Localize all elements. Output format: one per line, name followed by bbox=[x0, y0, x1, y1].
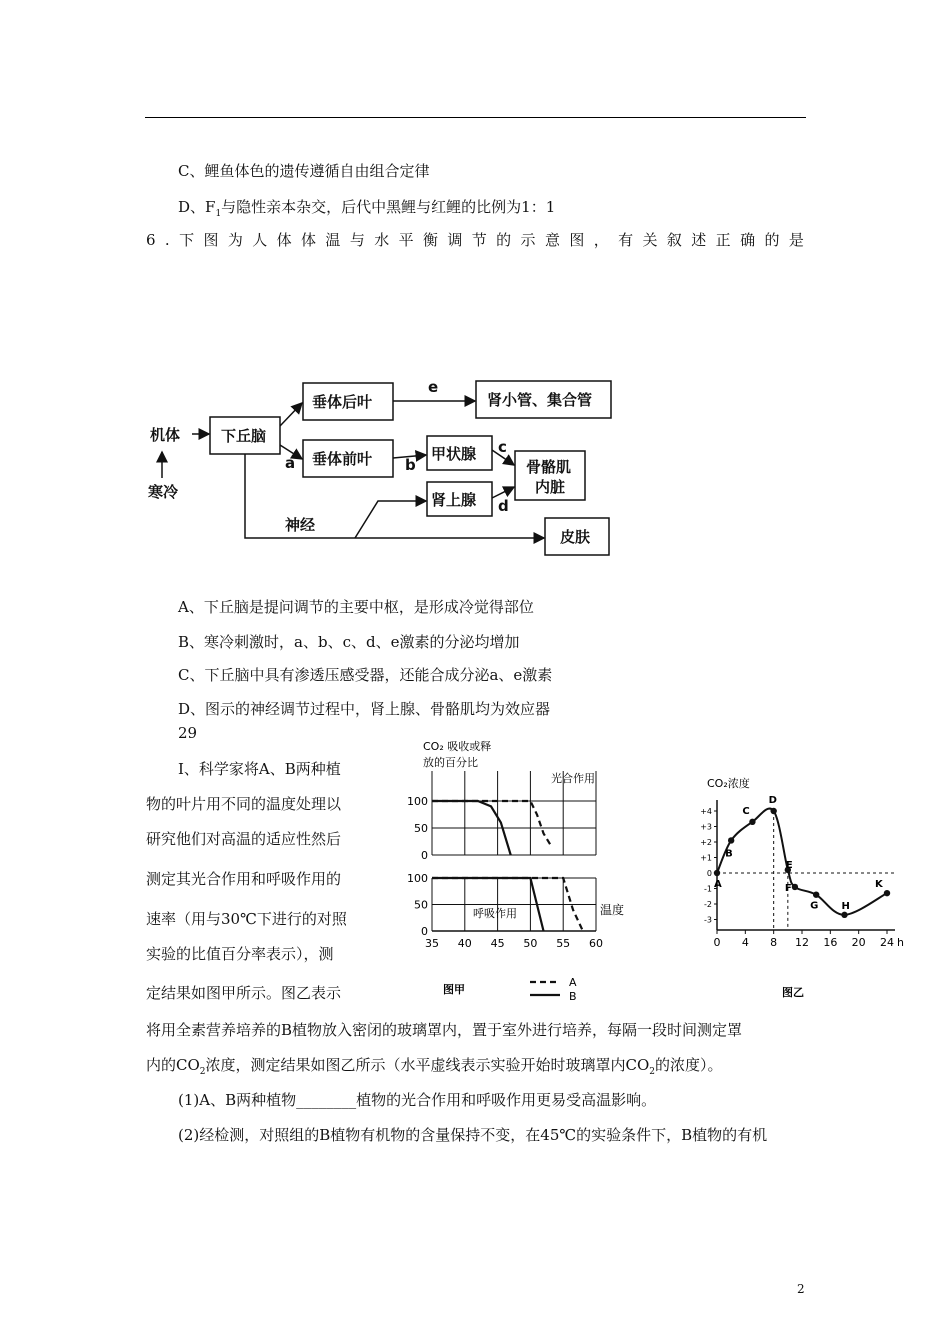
muscle-label: 骨骼肌 bbox=[526, 458, 572, 476]
x-tick-label: 0 bbox=[713, 936, 721, 949]
point-label-H: H bbox=[841, 900, 850, 912]
option-6c: C、下丘脑中具有渗透压感受器，还能合成分泌a、e激素 bbox=[178, 666, 553, 684]
x-tick-label: 55 bbox=[556, 937, 571, 950]
chart-yi-ylabel: CO₂浓度 bbox=[707, 777, 750, 790]
question-6-char: 确 bbox=[740, 231, 756, 249]
label-c: c bbox=[498, 438, 507, 456]
body-label: 机体 bbox=[150, 426, 181, 444]
label-d: d bbox=[498, 497, 509, 515]
nerve-label: 神经 bbox=[285, 516, 316, 534]
data-point-F bbox=[792, 884, 798, 890]
question-6-char: 调 bbox=[447, 231, 463, 249]
x-tick-label: 60 bbox=[589, 937, 603, 950]
option-6d: D、图示的神经调节过程中，肾上腺、骨骼肌均为效应器 bbox=[178, 700, 551, 718]
chart-jia-ylabel-1: CO₂ 吸收或释 bbox=[423, 740, 492, 753]
cold-label: 寒冷 bbox=[148, 483, 179, 501]
label-b: b bbox=[405, 456, 416, 474]
question-6-char: 6 bbox=[146, 231, 156, 249]
sub-question-2: (2)经检测，对照组的B植物有机物的含量保持不变，在45℃的实验条件下，B植物的有机 bbox=[178, 1126, 768, 1144]
data-point-G bbox=[813, 892, 819, 898]
posterior-pituitary-label: 垂体后叶 bbox=[312, 393, 373, 411]
question-6-char: 示 bbox=[520, 231, 536, 249]
label-e: e bbox=[428, 378, 439, 396]
para-line-4: 测定其光合作用和呼吸作用的 bbox=[146, 870, 342, 888]
x-tick-label: 4 bbox=[741, 936, 749, 949]
question-6-char: 与 bbox=[349, 231, 365, 249]
question-6-char: 节 bbox=[471, 231, 487, 249]
co2-curve bbox=[717, 809, 887, 915]
sub-question-1: (1)A、B两种植物________植物的光合作用和呼吸作用更易受高温影响。 bbox=[178, 1091, 657, 1109]
point-label-A: A bbox=[714, 879, 722, 890]
x-tick-label: 20 bbox=[851, 936, 866, 949]
para-line-9: 内的$CO_2$浓度，测定结果如图乙所示（水平虚线表示实验开始时玻璃罩内$CO_2$的浓度）。 bbox=[146, 1056, 723, 1077]
question-6-char: 人 bbox=[252, 231, 268, 249]
option-6a: A、下丘脑是提问调节的主要中枢，是形成冷觉得部位 bbox=[178, 598, 534, 616]
question-6-char: 述 bbox=[691, 231, 707, 249]
thyroid-label: 甲状腺 bbox=[431, 445, 477, 463]
header-rule bbox=[145, 117, 806, 118]
y-tick-label: 100 bbox=[407, 795, 428, 808]
x-tick-label: 35 bbox=[425, 937, 439, 950]
data-point-K bbox=[884, 890, 890, 896]
question-29-number: 29 bbox=[178, 724, 198, 742]
question-6-char: 图 bbox=[569, 231, 585, 249]
y-tick-label: 0 bbox=[421, 849, 428, 862]
x-tick-label: 8 bbox=[770, 936, 778, 949]
chart-jia-title: 图甲 bbox=[443, 983, 465, 996]
chart-jia-top-panel-label: 光合作用 bbox=[551, 772, 595, 785]
x-tick-label: 12 bbox=[795, 936, 809, 949]
point-label-B: B bbox=[725, 848, 733, 860]
para-line-7: 定结果如图甲所示。图乙表示 bbox=[146, 984, 342, 1002]
y-tick-label: -2 bbox=[704, 900, 712, 909]
question-6-char: 的 bbox=[496, 231, 512, 249]
x-tick-label: 24 bbox=[880, 936, 894, 949]
data-point-C bbox=[749, 819, 755, 825]
question-6-char: 的 bbox=[764, 231, 780, 249]
chart-jia bbox=[395, 735, 625, 1010]
option-6b: B、寒冷刺激时，a、b、c、d、e激素的分泌均增加 bbox=[178, 633, 520, 651]
question-6-char: 正 bbox=[715, 231, 731, 249]
question-6-char: 下 bbox=[179, 231, 195, 249]
question-6-char: 叙 bbox=[666, 231, 682, 249]
chart-jia-bottom-panel-label: 呼吸作用 bbox=[473, 907, 517, 920]
hypothalamus-label: 下丘脑 bbox=[221, 427, 267, 445]
question-6-char: 关 bbox=[642, 231, 658, 249]
question-6-char: ， bbox=[593, 231, 609, 249]
question-6-char: 有 bbox=[618, 231, 634, 249]
point-label-D: D bbox=[768, 795, 777, 806]
data-point-H bbox=[841, 912, 847, 918]
y-tick-label: 100 bbox=[407, 872, 428, 885]
question-6-char: 平 bbox=[398, 231, 414, 249]
para-line-2: 物的叶片用不同的温度处理以 bbox=[146, 795, 342, 813]
label-a: a bbox=[285, 454, 296, 472]
y-tick-label: -1 bbox=[704, 884, 712, 894]
question-6-char: 水 bbox=[374, 231, 390, 249]
y-tick-label: +2 bbox=[700, 838, 712, 847]
point-label-F: F bbox=[784, 882, 792, 894]
para-line-6: 实验的比值百分率表示），测 bbox=[146, 945, 334, 963]
chart-yi bbox=[700, 765, 915, 1005]
data-point-D bbox=[770, 808, 776, 814]
para-line-8: 将用全素营养培养的B植物放入密闭的玻璃罩内，置于室外进行培养，每隔一段时间测定罩 bbox=[146, 1021, 743, 1039]
question-6-char: 体 bbox=[276, 231, 292, 249]
point-label-K: K bbox=[875, 879, 883, 891]
para-line-1: Ⅰ、科学家将A、B两种植 bbox=[178, 760, 341, 778]
y-tick-label: +1 bbox=[700, 853, 712, 863]
page-number: 2 bbox=[797, 1282, 805, 1296]
y-tick-label: 50 bbox=[414, 898, 428, 912]
option-5c: C、鲤鱼体色的遗传遵循自由组合定律 bbox=[178, 162, 430, 180]
anterior-pituitary-label: 垂体前叶 bbox=[312, 450, 373, 468]
question-6-char: 意 bbox=[544, 231, 560, 249]
option-5d: D、$F_1$与隐性亲本杂交，后代中黑鲤与红鲤的比例为1：1 bbox=[178, 198, 556, 219]
question-6-char: 体 bbox=[301, 231, 317, 249]
x-tick-label: 45 bbox=[490, 937, 505, 950]
chart-yi-title: 图乙 bbox=[782, 986, 804, 999]
y-tick-label: +4 bbox=[700, 807, 712, 816]
chart-jia-ylabel-2: 放的百分比 bbox=[423, 756, 478, 769]
legend-label-b: B bbox=[569, 990, 577, 1003]
y-tick-label: 50 bbox=[414, 822, 428, 835]
y-tick-label: 0 bbox=[421, 925, 428, 938]
point-label-E: E bbox=[785, 859, 793, 871]
x-tick-label: 40 bbox=[457, 937, 472, 950]
chart-yi-xlabel: h bbox=[897, 936, 904, 949]
x-tick-label: 16 bbox=[823, 936, 838, 949]
question-6-char: . bbox=[164, 231, 170, 249]
question-6-char: 图 bbox=[203, 231, 219, 249]
question-6-char: 是 bbox=[788, 231, 804, 249]
x-tick-label: 50 bbox=[523, 937, 538, 950]
question-6-char: 温 bbox=[325, 231, 341, 249]
y-tick-label: 0 bbox=[706, 869, 712, 878]
point-label-G: G bbox=[810, 900, 819, 912]
question-6-char: 衡 bbox=[422, 231, 438, 249]
question-6 bbox=[146, 230, 804, 250]
point-label-C: C bbox=[742, 805, 750, 817]
kidney-label: 肾小管、集合管 bbox=[487, 391, 593, 409]
para-line-5: 速率（用与30℃下进行的对照 bbox=[146, 910, 347, 928]
legend-label-a: A bbox=[569, 976, 577, 989]
data-point-A bbox=[714, 870, 720, 876]
skin-label: 皮肤 bbox=[560, 528, 591, 546]
question-6-char: 为 bbox=[227, 231, 243, 249]
adrenal-label: 肾上腺 bbox=[431, 491, 477, 509]
data-point-B bbox=[728, 837, 734, 843]
chart-jia-xlabel: 温度 bbox=[600, 903, 625, 917]
viscera-label: 内脏 bbox=[535, 478, 566, 496]
y-tick-label: +3 bbox=[700, 822, 712, 832]
y-tick-label: -3 bbox=[704, 915, 712, 925]
para-line-3: 研究他们对高温的适应性然后 bbox=[146, 830, 342, 848]
regulation-diagram bbox=[140, 370, 620, 565]
